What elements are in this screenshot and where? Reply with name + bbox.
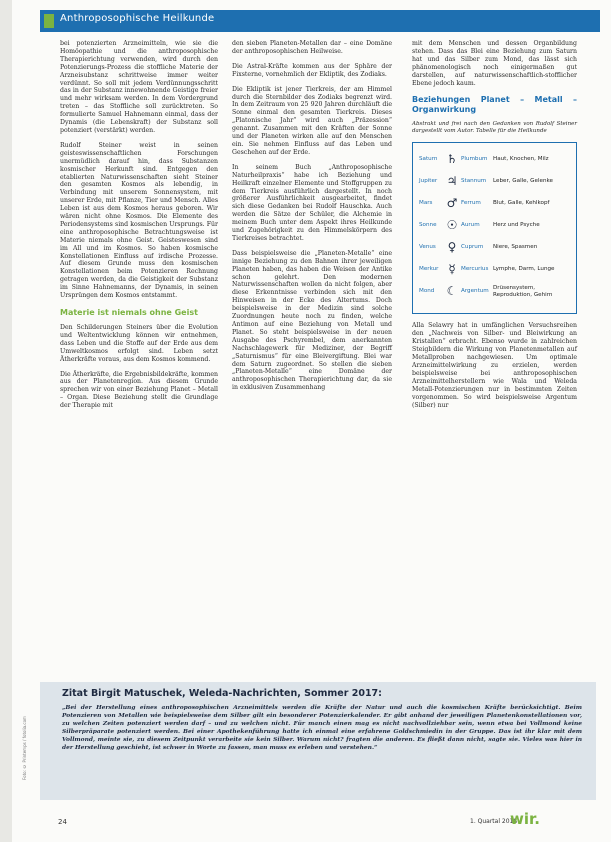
text-column-3	[412, 40, 577, 416]
issue-label: 1. Quartal 2018	[470, 818, 518, 825]
photo-credit: Foto: © Printemps / fotolia.com	[22, 716, 27, 780]
metal-name: Aurum	[461, 222, 480, 229]
metal-name: Mercurius	[461, 266, 489, 273]
organ-list: Herz und Psyche	[493, 222, 540, 229]
paragraph: den sieben Planeten-Metallen dar – eine Domäne der anthroposophischen Heilweise.	[232, 40, 392, 55]
paragraph: Dass beispielsweise die „Planeten-Metalle“ eine innige Beziehung zu den Bahnen ihrer jeweiligen Planeten haben, das haben die Weisen der Antike schon gelehrt. Den modernen Naturwissenschaften wollen da nicht folgen, aber diese Erkenntnisse verbinden sich mit den Hinweisen in der Ecke des Altertums. Doch beispielsweise in der Medizin sind solche Zuordnungen heute noch zu finden, welche Antimon auf eine Beziehung von Metall und Planet. So steht beispielsweise in der neuen Ausgabe des Pschyrembel, dem anerkannten Nachschlagewerk für Mediziner, der Begriff „Saturnismus“ für eine Bleivergiftung. Blei war dem Saturn zugeordnet. So stellen die sieben „Planeten-Metalle“ eine Domäne der anthroposophischen Therapierichtung dar, da sie in exklusiven Zusammenhang	[232, 249, 392, 392]
metal-name: Argentum	[461, 288, 489, 295]
jupiter-symbol-icon: ♃	[446, 174, 458, 189]
paragraph: Alla Selawry hat in umfänglichen Versuchsreihen den „Nachweis von Silber- und Bleiwirkung an Kristallen“ erbracht. Ebenso wurde in zahlreichen Steigbildern die Wirkung von Planetenmetallen auf Metallproben nachgewiesen. Um optimale Arzneimittelwirkung zu erzielen, werden beispielsweise bei anthroposophischen Arzneimittelherstellern wie Wala und Weleda Metall-Potenzierungen nur in bestimmten Zeiten vorgenommen. So wird beispielsweise Argentum (Silber) nur	[412, 322, 577, 409]
paragraph: Die Astral-Kräfte kommen aus der Sphäre der Fixsterne, vornehmlich der Ekliptik, des Zodiaks.	[232, 62, 392, 78]
organ-list: Drüsensystem, Reproduktion, Gehirn	[493, 284, 553, 299]
paragraph: Rudolf Steiner weist in seinen geisteswissenschaftlichen Forschungen unermüdlich darauf hin, dass Substanzen kosmischer Herkunft sind. Entgegen den etablierten Naturwissenschaften sieht Steiner den gesamten Kosmos als lebendig, in Verbindung mit unserem Sonnensystem, mit unserer Erde, mit Pflanze, Tier und Mensch. Alles Leben ist aus dem Kosmos heraus geboren. Wir wären nicht ohne Kosmos. Die Elemente des Periodensystems sind kosmischen Ursprungs. Für eine anthroposophische Betrachtungsweise ist Materie niemals ohne Geist. Geisteswesen sind im All und im Kosmos. So haben kosmische Konstellationen Einfluss auf irdische Prozesse. Auf diesem Grunde muss den kosmischen Konstellationen beim Potenzieren Rechnung getragen werden, da die Geistigkeit der Substanz im Sinne Hahnemanns, der Dynamis, in seinen Ursprüngen dem Kosmos entstammt.	[60, 141, 218, 300]
table-row	[419, 281, 570, 303]
metal-name: Ferrum	[461, 200, 481, 207]
saturn-symbol-icon: ♄	[446, 152, 458, 167]
paragraph: Den Schilderungen Steiners über die Evolution und Weltentwicklung können wir entnehmen, dass Leben und die Stoffe auf der Erde aus dem Umweltkosmos erfolgt sind. Leben setzt Ätherkräfte voraus, aus dem Kosmos kommend.	[60, 324, 218, 363]
sun-symbol-icon: ☉	[446, 218, 458, 233]
quote-text: „Bei der Herstellung eines anthroposophischen Arzneimittels werden die Kräfte der Natur und auch die kosmischen Kräfte berücksichtigt. Beim Potenzieren von Metallen wie beispielsweise dem Silber gilt ein besonderer Potenzierkalender. Er gibt anhand der jeweiligen Planetenkonstellationen vor, zu welchen Zeiten potenziert werden darf – und zu welchen nicht. Für manch einen mag es nicht nachvollziehbar sein, wenn etwa bei Vollmond keine Silberpräparate potenziert werden. Bei einer Apothekenführung hatte ich einmal eine erfahrene Goldschmiedin in der Gruppe. Das ist ihr klar mit dem Vollmond, meinte sie, zu diesem Zeitpunkt verarbeite sie kein Silber. Warum nicht? fragten die anderen. Es fließt dann nicht, sagte sie. Vieles was hier in der Herstellung geschieht, ist schwer in Worte zu fassen, man muss es erleben und verstehen.“	[62, 704, 582, 751]
table-row	[419, 237, 570, 259]
planet-name: Venus	[419, 244, 436, 251]
table-row	[419, 259, 570, 281]
paragraph: In seinem Buch „Anthroposophische Naturheilpraxis“ habe ich Beziehung und Heilkraft einzelner Elemente und Stoffgruppen zu dem Tierkreis ausführlich dargestellt. In noch größerer Ausführlichkeit ausgearbeitet, findet sich diese Gedanken bei Rudolf Hauschka. Auch werden die Sätze der Schüler, die Alchemie in meinem Buch unter dem Aspekt ihres Heilkunde und Zugehörigkeit zu den Himmelskörpern des Tierkreises betrachtet.	[232, 163, 392, 242]
page-edge	[0, 0, 12, 842]
planet-name: Saturn	[419, 156, 438, 163]
section-title: Anthroposophische Heilkunde	[60, 13, 215, 24]
table-row	[419, 149, 570, 171]
page-number: 24	[58, 818, 67, 826]
organ-list: Niere, Spasmen	[493, 244, 538, 251]
paragraph: mit dem Menschen und dessen Organbildung stehen. Dass das Blei eine Beziehung zum Saturn hat und das Silber zum Mond, das lässt sich phänomenologisch noch einigermaßen gut darstellen, auf naturwissenschaftlich-stofflicher Ebene jedoch kaum.	[412, 40, 577, 87]
planet-name: Sonne	[419, 222, 437, 229]
planet-name: Merkur	[419, 266, 439, 273]
planet-name: Jupiter	[419, 178, 438, 185]
organ-list: Blut, Galle, Kehlkopf	[493, 200, 550, 207]
table-caption: Abstrakt und frei nach den Gedanken von Rudolf Steiner dargestellt vom Autor. Tabelle für die Heilkunde	[412, 121, 577, 135]
metal-name: Stannum	[461, 178, 487, 185]
subheading: Materie ist niemals ohne Geist	[60, 308, 198, 317]
paragraph: Die Ätherkräfte, die Ergebnisbildekräfte, kommen aus der Planetenregion. Aus diesem Grunde sprechen wir von einer Beziehung Planet – Metall – Organ. Diese Beziehung stellt die Grundlage der Therapie mit	[60, 370, 218, 410]
paragraph: Die Ekliptik ist jener Tierkreis, der am Himmel durch die Sternbilder des Zodiaks begrenzt wird. In dem Zeitraum von 25 920 Jahren durchläuft die Sonne einmal den gesamten Tierkreis. Dieses „Platonische Jahr“ wird auch „Präzession“ genannt. Zusammen mit den Kräften der Sonne und der Planeten wirken alle auf den Menschen ein. Sie nehmen Einfluss auf das Leben und Geschehen auf der Erde.	[232, 85, 392, 156]
table-row	[419, 193, 570, 215]
subheading: Beziehungen Planet – Metall – Organwirkung	[412, 95, 577, 115]
organ-list: Leber, Galle, Gelenke	[493, 178, 553, 185]
paragraph: bei potenzierten Arzneimitteln, wie sie die Homöopathie und die anthroposophische Therapierichtung verwenden, wird durch den Potenzierungs-Prozess die stoffliche Materie der Arzneisubstanz schrittweise immer weiter verdünnt. So soll mit jedem Verdünnungsschritt das in der Substanz innewohnende Geistige freier und mehr wirksam werden. In dem Vordergrund treten – das Stoffliche soll zurücktreten. So formulierte Samuel Hahnemann einmal, dass der Dynamis (die Lebenskraft) der Substanz soll potenziert (verstärkt) werden.	[60, 40, 218, 134]
header-accent	[44, 14, 54, 28]
mercury-symbol-icon: ☿	[448, 262, 456, 277]
planet-metal-organ-table	[412, 142, 577, 314]
metal-name: Plumbum	[461, 156, 488, 163]
mars-symbol-icon: ♂	[446, 196, 458, 211]
planet-name: Mond	[419, 288, 435, 295]
venus-symbol-icon: ♀	[447, 240, 457, 255]
organ-list: Haut, Knochen, Milz	[493, 156, 549, 163]
text-column-2	[232, 40, 392, 399]
text-column-1	[60, 40, 218, 417]
magazine-logo: wir.	[510, 810, 540, 828]
quote-title: Zitat Birgit Matuschek, Weleda-Nachrichten, Sommer 2017:	[62, 688, 382, 699]
moon-symbol-icon: ☾	[446, 284, 458, 299]
metal-name: Cuprum	[461, 244, 484, 251]
table-row	[419, 215, 570, 237]
planet-name: Mars	[419, 200, 433, 207]
table-row	[419, 171, 570, 193]
organ-list: Lymphe, Darm, Lunge	[493, 266, 555, 273]
